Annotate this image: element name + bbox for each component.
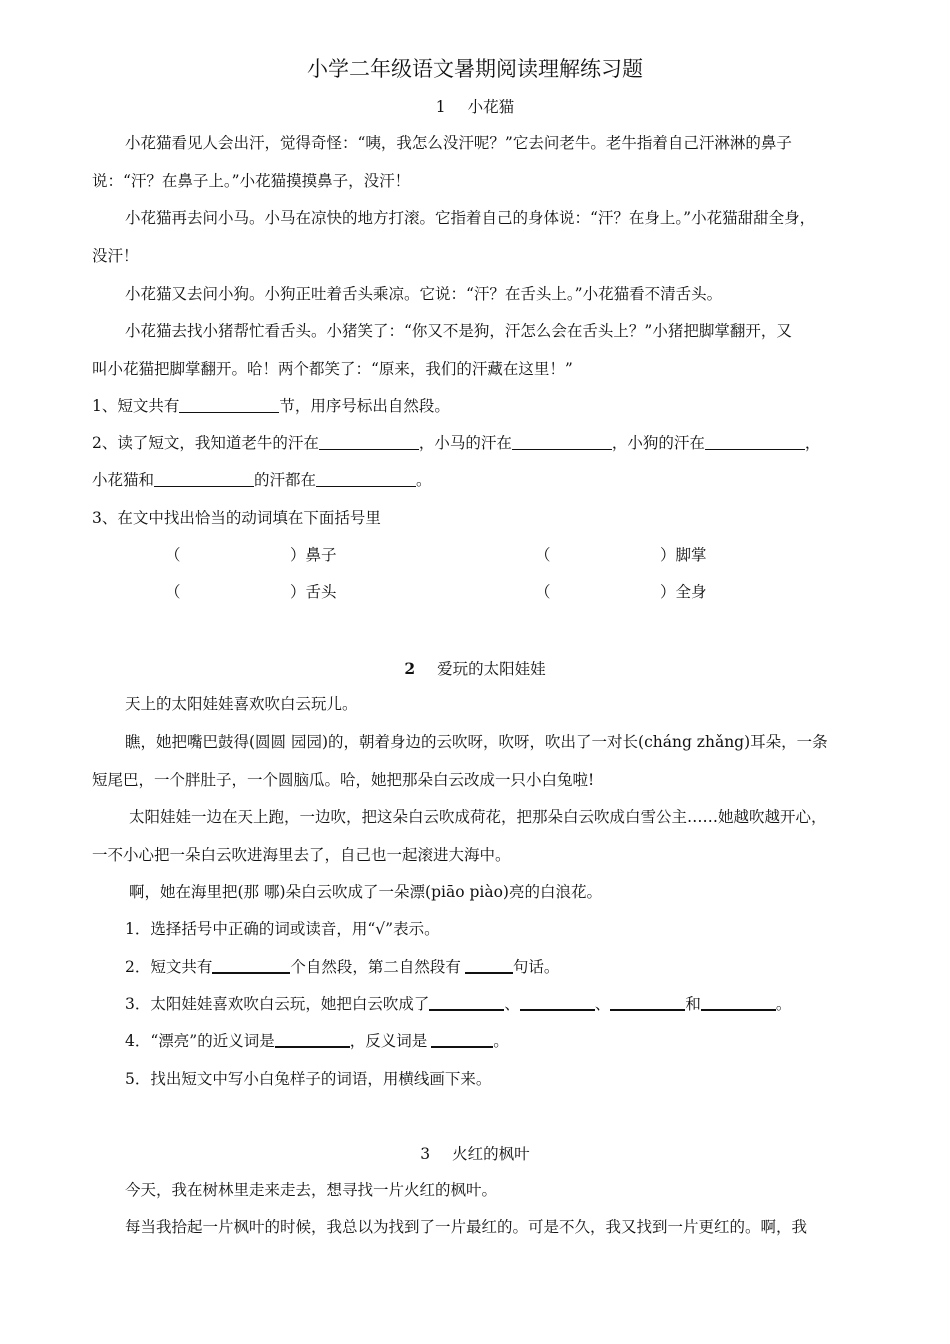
s2-question-2	[125, 957, 559, 977]
s1-q1-blank[interactable]	[179, 397, 279, 413]
s1-q3-paren-close-2: ）	[660, 546, 676, 564]
s2-question-1: 1．选择括号中正确的词或读音，用“√”表示。	[125, 920, 440, 938]
s1-q2-text-c: ，小狗的汗在	[611, 434, 705, 452]
s2-question-4	[125, 1031, 509, 1051]
s1-q3-paren-open-3[interactable]: （	[165, 583, 181, 601]
s1-q3-word-tongue: 舌头	[305, 583, 337, 601]
s2-paragraph-1: 天上的太阳娃娃喜欢吹白云玩儿。	[125, 695, 358, 713]
section-1-number: 1	[435, 98, 446, 116]
s3-paragraph-1: 今天，我在树林里走来走去，想寻找一片火红的枫叶。	[125, 1181, 498, 1199]
s2-q3-blank-2[interactable]	[520, 994, 595, 1011]
s2-q2-text-a: 2．短文共有	[125, 958, 213, 976]
s2-q3-blank-4[interactable]	[701, 994, 776, 1011]
s1-paragraph-4-line-1: 小花猫去找小猪帮忙看舌头。小猪笑了：“你又不是狗，汗怎么会在舌头上？”小猪把脚掌翻开，又	[125, 322, 792, 340]
s2-q4-text-b: ，反义词是	[349, 1032, 428, 1050]
s2-q3-blank-3[interactable]	[610, 994, 685, 1011]
s1-question-3: 3、在文中找出恰当的动词填在下面括号里	[92, 509, 381, 527]
s1-q1-text-b: 节，用序号标出自然段。	[279, 397, 450, 415]
s1-q3-item-nose	[290, 545, 337, 565]
s2-paragraph-4: 啊，她在海里把(那 哪)朵白云吹成了一朵漂(piāo piào)亮的白浪花。	[129, 883, 602, 901]
s2-q4-text-c: 。	[493, 1032, 509, 1050]
s2-question-5: 5．找出短文中写小白兔样子的词语，用横线画下来。	[125, 1070, 492, 1088]
s1-q3-paren-close-4: ）	[660, 583, 676, 601]
s1-q3-paren-close-1: ）	[290, 546, 306, 564]
s1-q3-item-tongue	[290, 582, 337, 602]
s1-q2-blank-sweat[interactable]	[316, 471, 416, 487]
s1-paragraph-4-line-2: 叫小花猫把脚掌翻开。哈！两个都笑了：“原来，我们的汗藏在这里！”	[92, 360, 573, 378]
s2-q3-separator-2: 、	[594, 995, 611, 1013]
section-2-heading	[0, 657, 950, 679]
s2-q4-blank-antonym[interactable]	[431, 1031, 493, 1048]
s1-q2-text-e: 小花猫和	[92, 471, 155, 489]
s1-q3-paren-open-4[interactable]: （	[535, 583, 551, 601]
s1-question-1	[92, 396, 450, 416]
s2-q3-blank-1[interactable]	[429, 994, 504, 1011]
section-3-title: 火红的枫叶	[452, 1145, 530, 1163]
s1-q1-text-a: 1、短文共有	[92, 397, 180, 415]
s2-q3-and: 和	[685, 995, 701, 1013]
section-3-number: 3	[420, 1145, 431, 1163]
s2-q4-text-a: 4．“漂亮”的近义词是	[125, 1032, 275, 1050]
s1-question-2-line-1	[92, 433, 820, 453]
s1-q3-paren-close-3: ）	[290, 583, 306, 601]
s1-question-2-line-2	[92, 470, 432, 490]
s1-q3-paren-open-1[interactable]: （	[165, 546, 181, 564]
s1-q2-blank-horse[interactable]	[512, 434, 612, 450]
s1-q2-blank-cat[interactable]	[154, 471, 254, 487]
s2-q2-blank-paragraphs[interactable]	[212, 957, 290, 974]
s3-paragraph-2: 每当我拾起一片枫叶的时候，我总以为找到了一片最红的。可是不久，我又找到一片更红的。啊，我	[125, 1218, 808, 1236]
s1-q3-word-body: 全身	[675, 583, 707, 601]
section-1-title: 小花猫	[467, 98, 515, 116]
section-2-number: 2	[404, 659, 416, 678]
s2-q4-blank-synonym[interactable]	[275, 1031, 350, 1048]
s2-paragraph-2-line-1: 瞧，她把嘴巴鼓得(圆圆 园园)的，朝着身边的云吹呀，吹呀，吹出了一对长(cháng zhǎng)耳朵，一条	[125, 733, 828, 751]
page-title: 小学二年级语文暑期阅读理解练习题	[307, 57, 643, 81]
s1-q3-item-paw	[660, 545, 707, 565]
s1-q2-text-a: 2、读了短文，我知道老牛的汗在	[92, 434, 319, 452]
section-1-heading	[0, 95, 950, 117]
s1-q3-word-nose: 鼻子	[305, 546, 337, 564]
s2-q3-end: 。	[775, 995, 792, 1013]
s1-q2-text-f: 的汗都在	[254, 471, 317, 489]
s2-q2-text-b: 个自然段，第二自然段有	[290, 958, 461, 976]
s1-q3-paren-open-2[interactable]: （	[535, 546, 551, 564]
s1-q2-text-d: ，	[804, 434, 821, 452]
s1-paragraph-2-line-2: 没汗！	[92, 247, 139, 265]
s1-q3-item-body	[660, 582, 707, 602]
section-2-title: 爱玩的太阳娃娃	[437, 660, 546, 678]
s1-q2-text-b: ，小马的汗在	[418, 434, 512, 452]
s2-paragraph-3-line-1: 太阳娃娃一边在天上跑，一边吹，把这朵白云吹成荷花，把那朵白云吹成白雪公主……她越吹越开心，	[129, 808, 827, 826]
s2-q3-text-a: 3．太阳娃娃喜欢吹白云玩，她把白云吹成了	[125, 995, 430, 1013]
s1-paragraph-3: 小花猫又去问小狗。小狗正吐着舌头乘凉。它说：“汗？在舌头上。”小花猫看不清舌头。	[125, 285, 723, 303]
s2-q2-blank-sentences[interactable]	[465, 957, 513, 974]
s1-q3-word-paw: 脚掌	[675, 546, 707, 564]
s2-question-3	[125, 994, 791, 1014]
s1-paragraph-1-line-1: 小花猫看见人会出汗，觉得奇怪：“咦，我怎么没汗呢？”它去问老牛。老牛指着自己汗淋淋的鼻子	[125, 134, 792, 152]
s2-paragraph-2-line-2: 短尾巴，一个胖肚子，一个圆脑瓜。哈，她把那朵白云改成一只小白兔啦!	[92, 771, 595, 789]
s2-q2-text-c: 句话。	[512, 958, 560, 976]
s1-paragraph-1-line-2: 说：“汗？在鼻子上。”小花猫摸摸鼻子，没汗！	[92, 172, 411, 190]
s2-paragraph-3-line-2: 一不小心把一朵白云吹进海里去了，自己也一起滚进大海中。	[92, 846, 511, 864]
section-3-heading	[0, 1142, 950, 1164]
s2-q3-separator-1: 、	[504, 995, 520, 1013]
s1-q2-blank-dog[interactable]	[705, 434, 805, 450]
s1-q2-blank-ox[interactable]	[319, 434, 419, 450]
s1-q2-text-g: 。	[416, 471, 432, 489]
s1-paragraph-2-line-1: 小花猫再去问小马。小马在凉快的地方打滚。它指着自己的身体说：“汗？在身上。”小花猫甜甜全身，	[125, 209, 816, 227]
